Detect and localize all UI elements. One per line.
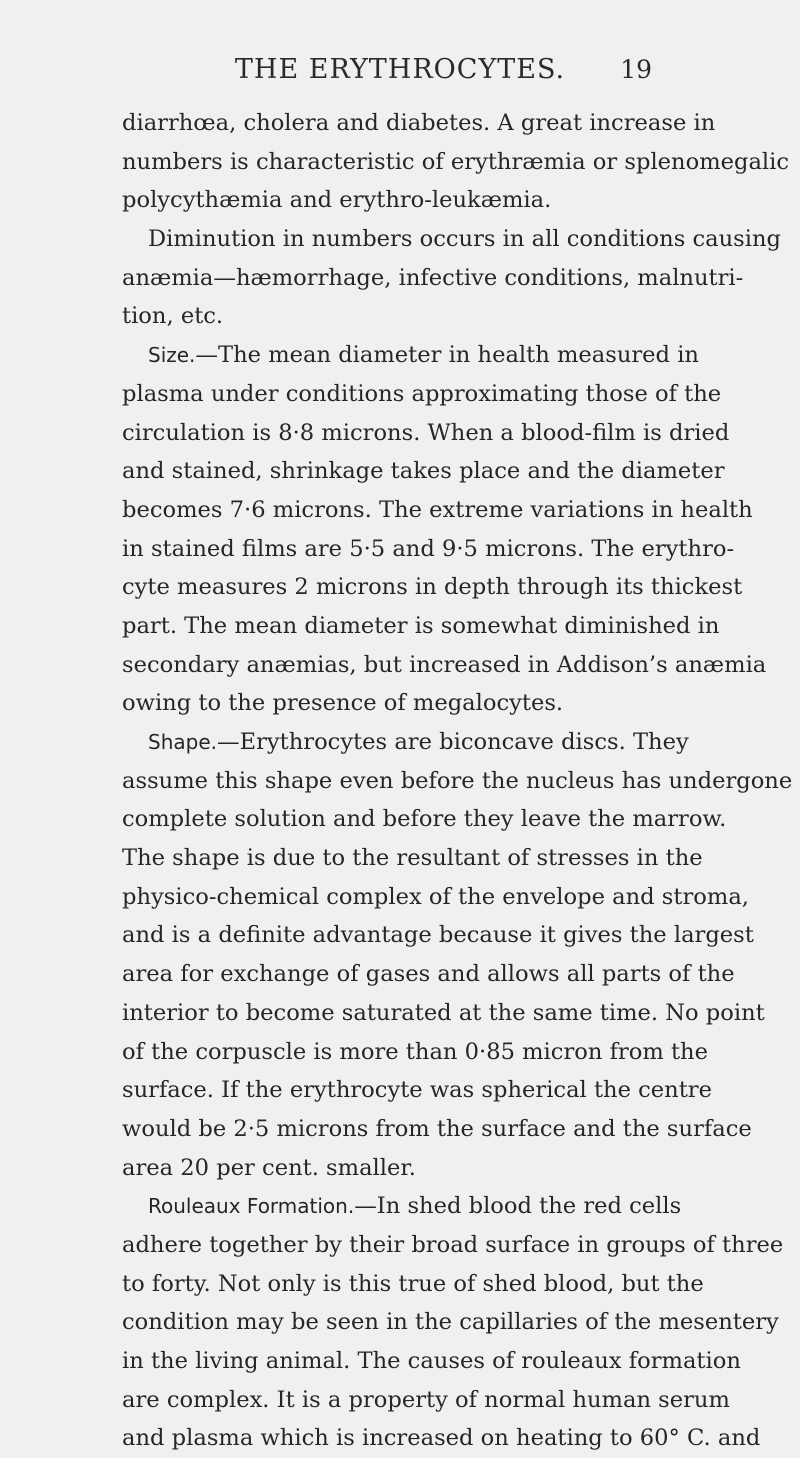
line-text: in the living animal. The causes of rouleaux formation [122,1348,741,1374]
text-line [122,994,765,1033]
running-head [0,52,800,88]
line-text: plasma under conditions approximating those of the [122,380,722,407]
text-line [122,646,767,685]
line-text: area for exchange of gases and allows all parts of the [122,961,735,988]
text-line [122,220,781,259]
line-text: physico-chemical complex of the envelope and stroma, [122,883,749,910]
section-heading: Size. [148,343,196,368]
line-text: The shape is due to the resultant of stresses in the [122,845,703,872]
line-text: Diminution in numbers occurs in all conditions causing [148,226,781,253]
line-text: circulation is 8·8 microns. When a blood-film is dried [122,419,730,446]
text-line [122,375,722,414]
text-line [122,414,730,453]
text-line [122,607,720,646]
line-text: anæmia—hæmorrhage, infective conditions, malnutri- [122,264,744,291]
text-line [122,1071,712,1110]
text-line [122,1419,761,1458]
line-text: cyte measures 2 microns in depth through its thickest [122,574,743,601]
running-title: THE ERYTHROCYTES. [234,54,566,85]
text-line [122,336,699,375]
page-number: 19 [620,55,652,84]
text-line [122,1226,784,1265]
line-text: area 20 per cent. smaller. [122,1154,416,1181]
line-text: —Erythrocytes are biconcave discs. They [216,729,689,755]
text-line [122,762,793,801]
line-text: assume this shape even before the nucleus has undergone [122,767,793,794]
text-line [122,1303,779,1342]
text-line [122,297,662,336]
text-line [122,568,743,607]
text-line [122,1265,704,1304]
line-text: surface. If the erythrocyte was spherical the centre [122,1077,712,1104]
text-line [122,452,725,491]
line-text: becomes 7·6 microns. The extreme variations in health [122,496,753,523]
text-line [122,1187,682,1226]
line-text: adhere together by their broad surface in groups of three [122,1231,784,1258]
line-text: numbers is characteristic of erythræmia or splenomegalic [122,148,790,175]
line-text: interior to become saturated at the same time. No point [122,999,765,1026]
line-text: —In shed blood the red cells [354,1193,682,1220]
text-line [122,143,790,182]
line-text: part. The mean diameter is somewhat diminished in [122,612,720,639]
text-line [122,839,703,878]
line-text: and is a definite advantage because it gives the largest [122,922,754,949]
text-line [122,1149,662,1188]
text-line [122,916,754,955]
text-line [122,491,753,530]
text-line [122,955,735,994]
line-text: —The mean diameter in health measured in [195,342,699,369]
line-text: in stained films are 5·5 and 9·5 microns. The erythro- [122,535,735,562]
text-line [122,259,744,298]
line-text: complete solution and before they leave the marrow. [122,806,727,833]
text-line [122,723,689,762]
line-text: secondary anæmias, but increased in Addison’s anæmia [122,651,767,678]
line-text: tion, etc. [122,303,224,330]
text-line [122,800,727,839]
line-text: of the corpuscle is more than 0·85 micron from the [122,1038,708,1065]
line-text: owing to the presence of megalocytes. [122,690,564,717]
text-line [122,1381,730,1420]
line-text: would be 2·5 microns from the surface and the surface [122,1115,752,1142]
text-line [122,1342,741,1381]
text-line [122,684,662,723]
line-text: and stained, shrinkage takes place and the diameter [122,458,725,485]
line-text: are complex. It is a property of normal human serum [122,1386,730,1413]
text-line [122,1110,752,1149]
text-line [122,1033,708,1072]
line-text: and plasma which is increased on heating to 60° C. and [122,1425,761,1452]
section-heading: Shape. [148,730,217,754]
text-line [122,878,749,917]
body-text [122,104,793,1458]
line-text: to forty. Not only is this true of shed blood, but the [122,1270,704,1297]
text-line [122,530,735,569]
line-text: condition may be seen in the capillaries of the mesentery [122,1309,779,1336]
line-text: diarrhœa, cholera and diabetes. A great increase in [122,110,716,136]
text-line [122,181,662,220]
line-text: polycythæmia and erythro-leukæmia. [122,187,552,214]
section-heading: Rouleaux Formation. [148,1194,355,1219]
text-line [122,104,716,143]
